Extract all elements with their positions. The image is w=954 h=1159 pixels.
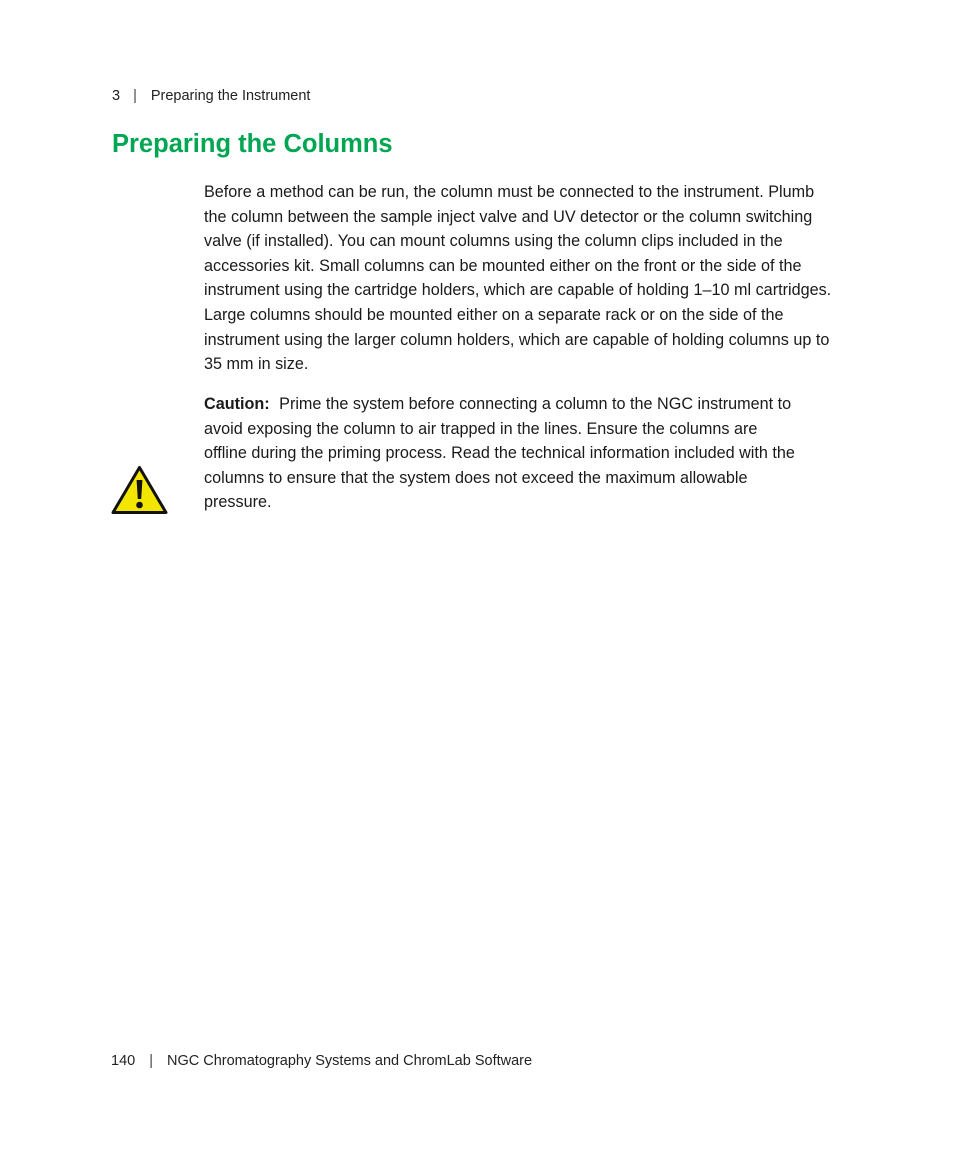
body-paragraph: Before a method can be run, the column must be connected to the instrument. Plumb the column between the sample inject valve and UV detector or the column switching valve (if installed). You can mount columns using the column clips included in the accessories kit. Small columns can be mounted either on the front or the side of the instrument using the cartridge holders, which are capable of holding 1–10 ml cartridges. Large columns should be mounted either on a separate rack or on the side of the instrument using the larger column holders, which are capable of holding columns up to 35 mm in size.: [204, 183, 832, 374]
caution-text: Prime the system before connecting a column to the NGC instrument to avoid exposing the column to air trapped in the lines. Ensure the columns are offline during the priming process. Read the technical information included with the columns to ensure that the system does not exceed the maximum allowable pressure.: [204, 395, 795, 512]
header-separator: |: [133, 88, 137, 104]
page-number: 140: [111, 1053, 136, 1069]
running-header: [112, 87, 310, 105]
warning-triangle-icon: [111, 465, 168, 515]
book-title: NGC Chromatography Systems and ChromLab Software: [166, 1053, 533, 1069]
caution-label: Caution:: [204, 395, 270, 413]
section-title: Preparing the Columns: [112, 130, 393, 158]
chapter-title: Preparing the Instrument: [150, 88, 311, 104]
footer-separator: |: [149, 1053, 153, 1069]
running-footer: [111, 1052, 532, 1070]
chapter-number: 3: [112, 88, 121, 104]
caution-paragraph: [204, 392, 804, 515]
